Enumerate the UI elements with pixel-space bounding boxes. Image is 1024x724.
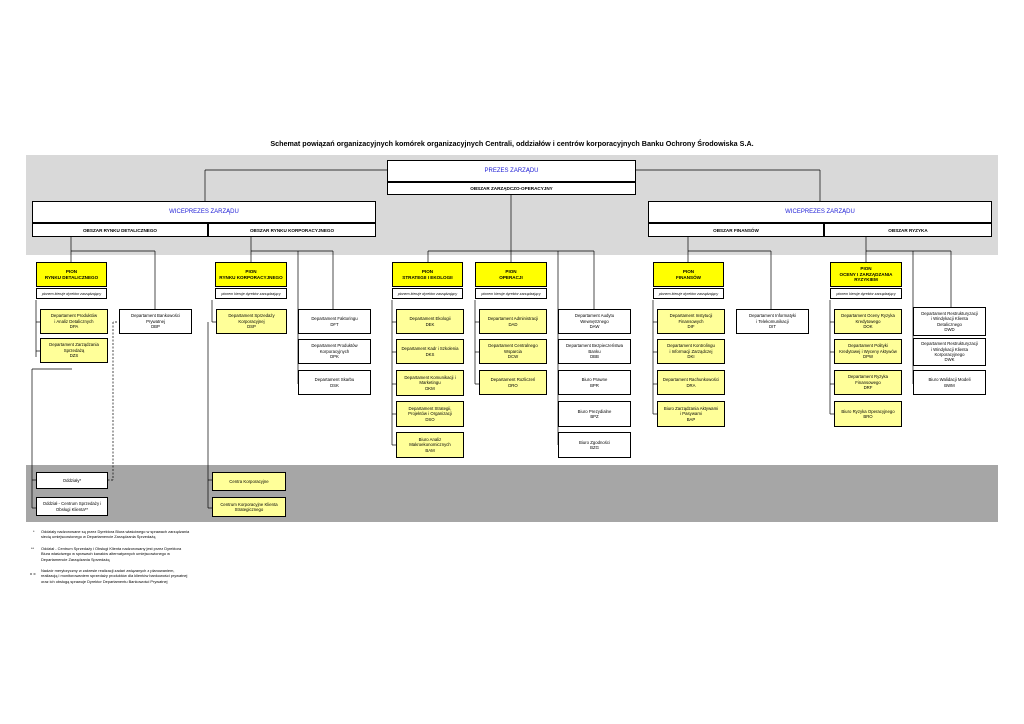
obszar-ryzyka-box [824, 223, 992, 237]
dept-dso: Departament Strategii, Projektów i Organizacji DSO [396, 401, 464, 427]
dept-daw: Departament Audytu Wewnętrznego DAW [558, 309, 631, 334]
obszar-zarzadczo-label: OBSZAR ZARZĄDCZO-OPERACYJNY [470, 186, 553, 191]
legend-marker-1: * [33, 529, 35, 534]
pion-finansow: PION FINANSÓW [653, 262, 724, 287]
dept-bpz: Biuro Prezydialne BPZ [558, 401, 631, 427]
dept-dkm: Departament Komunikacji i Marketingu DKM [396, 370, 464, 396]
pion-rynku-detalicznego: PION RYNKU DETALICZNEGO [36, 262, 107, 287]
obszar-rynku-korporacyjnego-box [208, 223, 376, 237]
dept-dro: Departament Rozliczeń DRO [479, 370, 547, 395]
legend-marker-2: ** [31, 546, 35, 551]
obszar-rynku-detalicznego-box [32, 223, 208, 237]
pion-note: pionem kieruje dyrektor zarządzający [830, 288, 902, 299]
dept-bam: Biuro Analiz Makroekonomicznych BAM [396, 432, 464, 458]
dept-dzs: Departament Zarządzania Sprzedażą DZS [40, 338, 108, 363]
pion-note: pionem kieruje dyrektor zarządzający [475, 288, 547, 299]
legend-text-2: Oddział - Centrum Sprzedaży i Obsługi Klienta nadzorowany jest przez Dyrektora Biura właściwego w sprawach kanałów alternatywnych umiejscowionego w Departamencie Zarządzania Sprzedażą [41, 546, 182, 562]
page-title: Schemat powiązań organizacyjnych komórek organizacyjnych Centrali, oddziałów i centrów korporacyjnych Banku Ochrony Środowiska S.A. [270, 139, 754, 148]
dept-dad: Departament Administracji DAD [479, 309, 547, 334]
legend-text-3: Nadzór merytoryczny w zakresie realizacji zadań związanych z planowaniem, realizacją i monitorowaniem sprzedaży produktów dla klientów bankowości prywatnej oraz ich obsługą sprawuje Dyrektor Departamentu Bankowości Prywatnej [41, 568, 188, 584]
pion-operacji: PION OPERACJI [475, 262, 547, 287]
oddzial-centrum-box: Oddział - Centrum Sprzedaży i Obsługi Klienta** [36, 497, 108, 516]
dept-dpa: Departament Produktów i Analiz Detalicznych DPA [40, 309, 108, 334]
obszar-zarzadczo-box [387, 182, 636, 195]
pion-note: pionem kieruje dyrektor zarządzający [215, 288, 287, 299]
obszar-finansow-label: OBSZAR FINANSÓW [713, 227, 759, 233]
dept-dif: Departament Instytucji Finansowych DIF [657, 309, 725, 334]
dept-dpw: Departament Polityki Kredytowej i Wyceny Aktywów DPW [834, 339, 902, 364]
dept-dwk: Departament Restrukturyzacji i Windykacji Klienta Korporacyjnego DWK [913, 338, 986, 366]
dept-dsp: Departament Sprzedaży Korporacyjnej DSP [216, 309, 287, 334]
dept-bwm: Biuro Walidacji Modeli BWM [913, 370, 986, 395]
left-vp-label: WICEPREZES ZARZĄDU [169, 209, 239, 215]
obszar-finansow-box [648, 223, 824, 237]
dept-dwd: Departament Restrukturyzacji i Windykacji Klienta Detalicznego DWD [913, 307, 986, 336]
dept-dra: Departament Rachunkowości DRA [657, 370, 725, 395]
dept-bzg: Biuro Zgodności BZG [558, 432, 631, 458]
dept-dks: Departament Kadr i Szkolenia DKS [396, 339, 464, 364]
dept-dbb: Departament Bezpieczeństwa Banku DBB [558, 339, 631, 364]
right-vp-box [648, 201, 992, 223]
pion-strategii-i-ekologii: PION STRATEGII I EKOLOGII [392, 262, 463, 287]
dept-bpr: Biuro Prawne BPR [558, 370, 631, 395]
dept-dok: Departament Oceny Ryzyka Kredytowego DOK [834, 309, 902, 334]
dept-dft: Departament Faktoringu DFT [298, 309, 371, 334]
dept-dbp: Departament Bankowości Prywatnej DBP [119, 309, 192, 334]
pion-oceny-i-zarzadzania-ryzykiem: PION OCENY I ZARZĄDZANIA RYZYKIEM [830, 262, 902, 287]
legend-text-1: Oddziały nadzorowane są przez Dyrektora Biura właściwego w sprawach zarządzania siecią umiejscowionego w Departamencie Zarządzania Sprzedażą [41, 529, 190, 540]
centrum-strategiczne-box: Centrum Korporacyjne Klienta Strategicznego [212, 497, 286, 517]
prezes-box [387, 160, 636, 182]
dept-bap: Biuro Zarządzania Aktywami i Pasywami BAP [657, 401, 725, 427]
centra-korporacyjne-box: Centra Korporacyjne [212, 472, 286, 491]
left-vp-box [32, 201, 376, 223]
right-vp-label: WICEPREZES ZARZĄDU [785, 209, 855, 215]
pion-note: pionem kieruje dyrektor zarządzający [392, 288, 463, 299]
pion-rynku-korporacyjnego: PION RYNKU KORPORACYJNEGO [215, 262, 287, 287]
dept-dek: Departament Ekologii DEK [396, 309, 464, 334]
obszar-rynku-korporacyjnego-label: OBSZAR RYNKU KORPORACYJNEGO [249, 227, 335, 233]
dept-dcw: Departament Centralnego Wsparcia DCW [479, 339, 547, 364]
pion-note: pionem kieruje dyrektor zarządzający [653, 288, 724, 299]
dept-dsk: Departament Skarbu DSK [298, 370, 371, 395]
dept-bro: Biuro Ryzyka Operacyjnego BRO [834, 401, 902, 427]
dept-dpk: Departament Produktów Korporacyjnych DPK [298, 339, 371, 364]
prezes-label: PREZES ZARZĄDU [484, 168, 539, 174]
dept-dki: Departament Kontrolingu i Informacji Zarządczej DKI [657, 339, 725, 364]
obszar-ryzyka-label: OBSZAR RYZYKA [888, 227, 928, 233]
pion-note: pionem kieruje dyrektor zarządzający [36, 288, 107, 299]
obszar-rynku-detalicznego-label: OBSZAR RYNKU DETALICZNEGO [82, 227, 157, 233]
oddzialy-box: Oddziały* [36, 472, 108, 489]
dept-dit: Departament Informatyki i Telekomunikacji DIT [736, 309, 809, 334]
dept-drf: Departament Ryzyka Finansowego DRF [834, 370, 902, 395]
